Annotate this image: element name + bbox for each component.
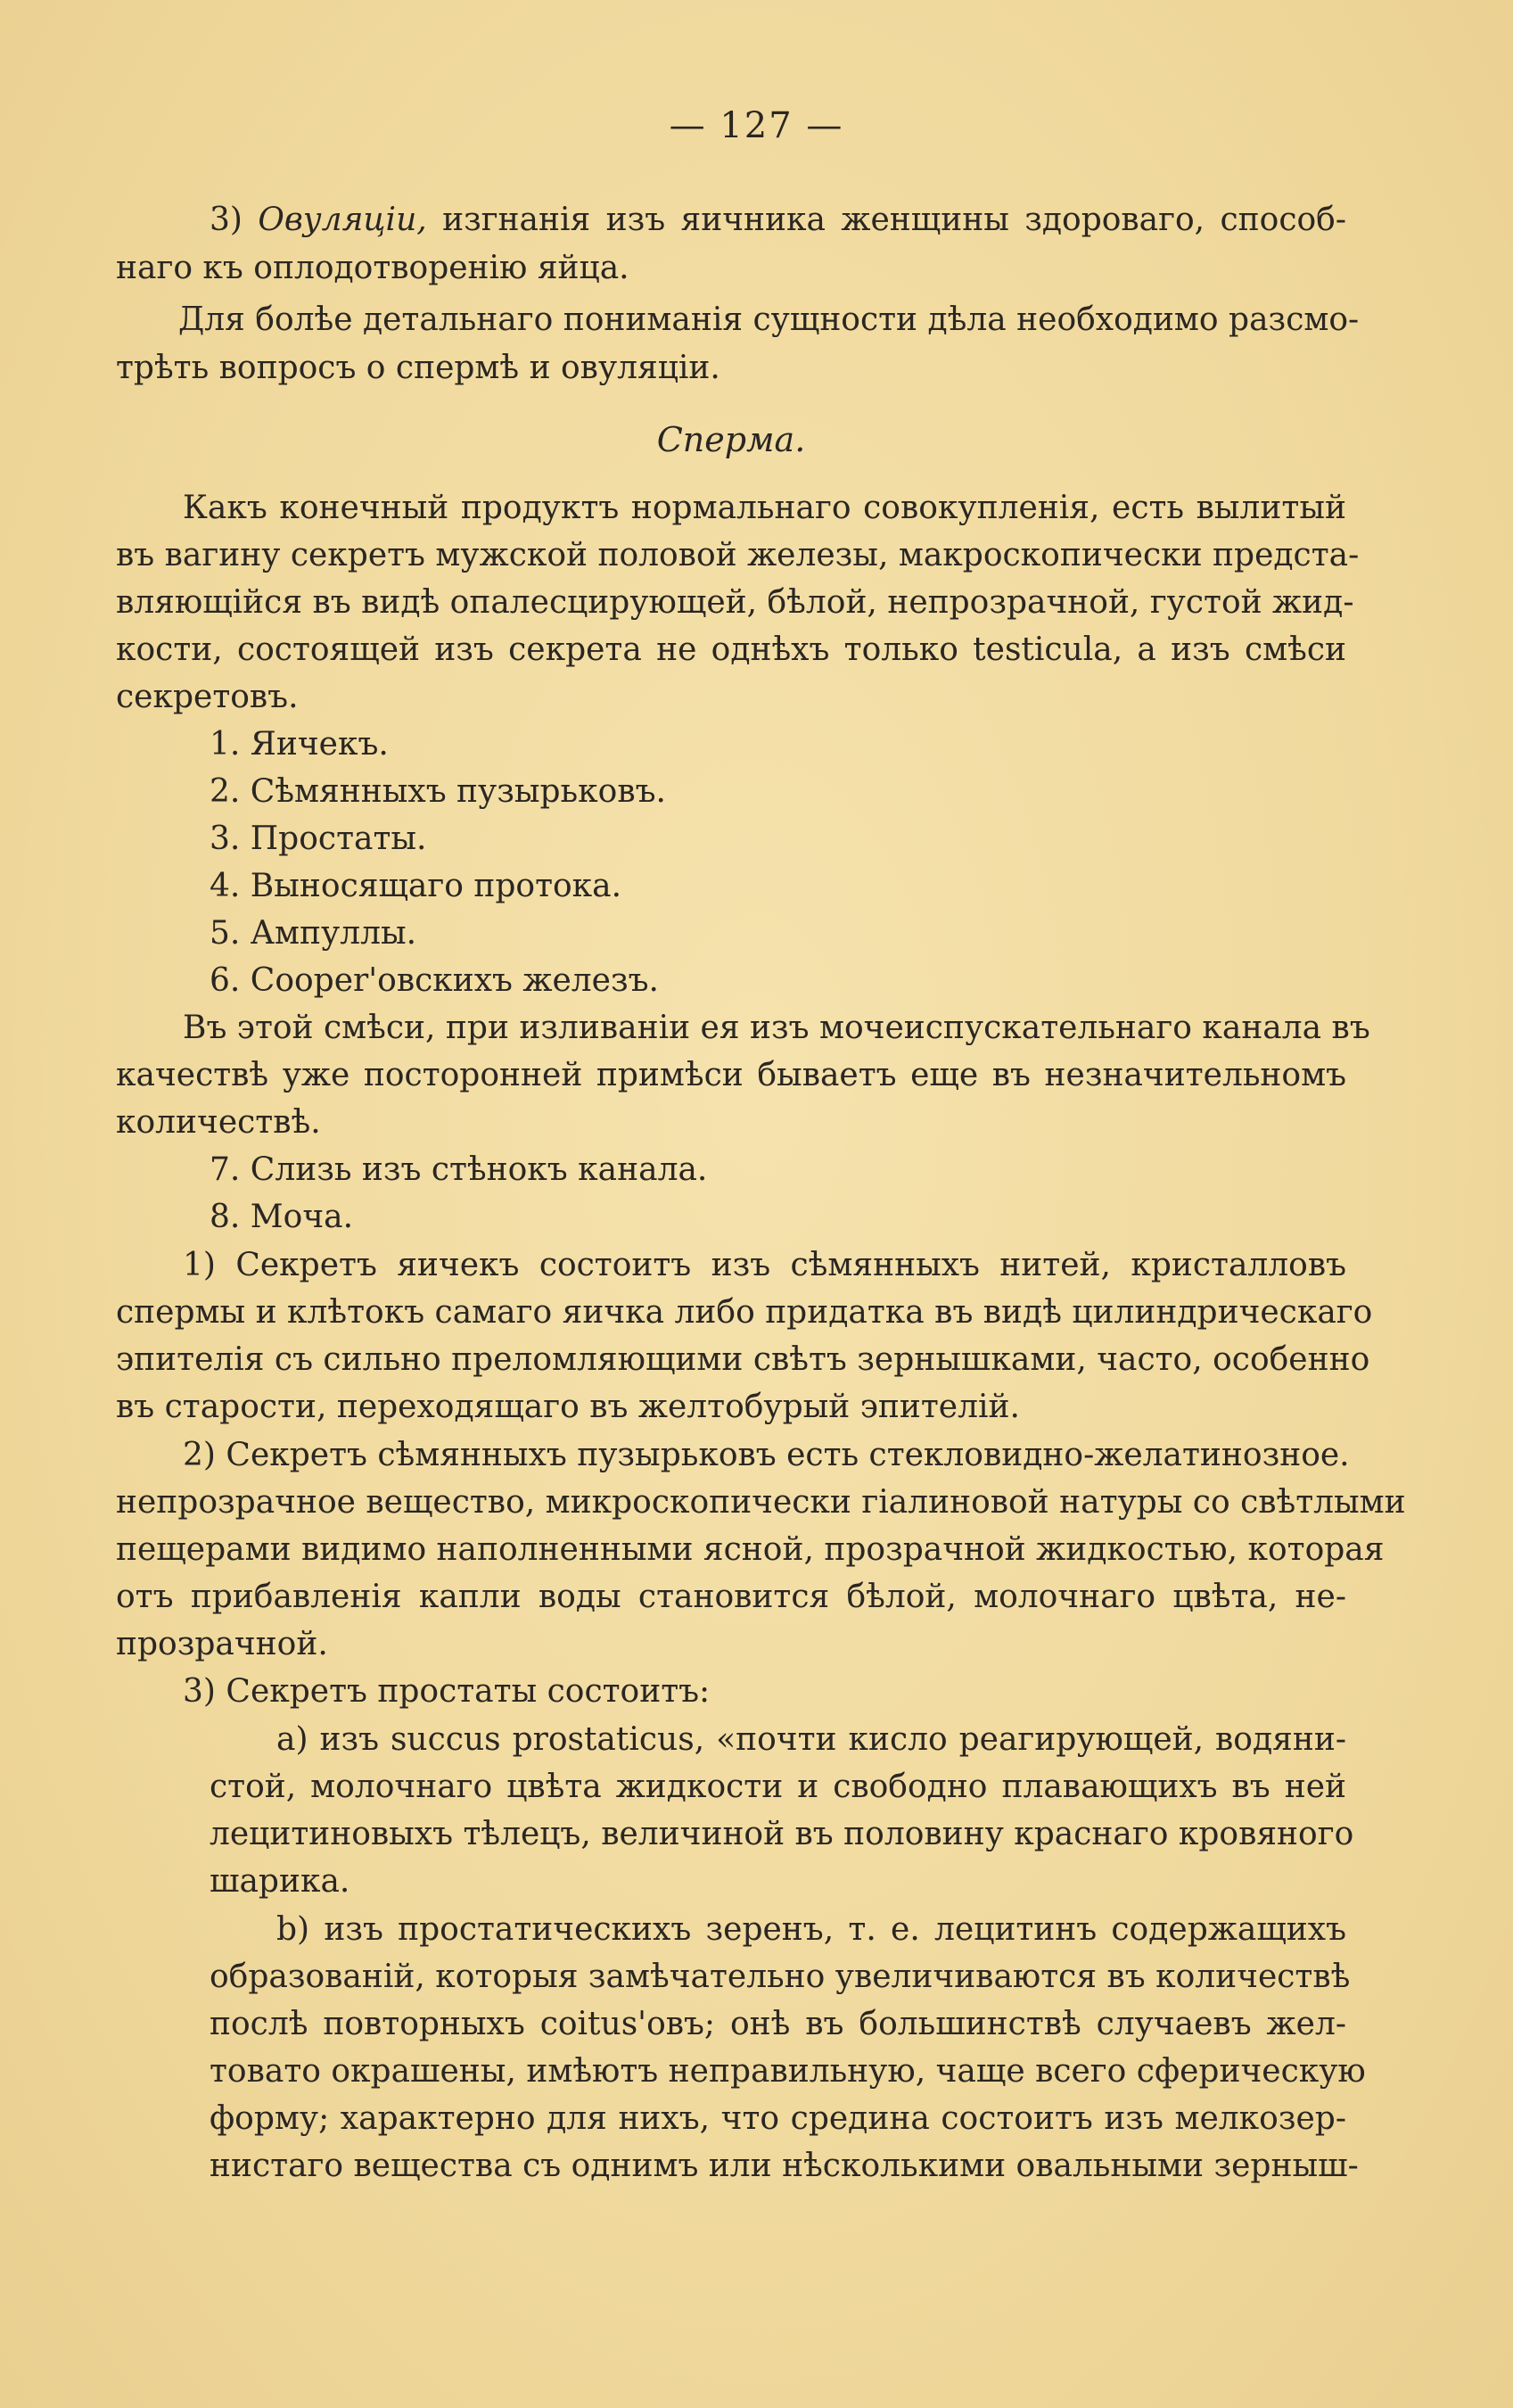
text-line: 2) Секретъ сѣмянныхъ пузырьковъ есть стекловидно-желатинозное. — [183, 1437, 1350, 1473]
text-line: въ старости, переходящаго въ желтобурый эпителій. — [116, 1389, 1020, 1425]
page-number: — 127 — — [669, 105, 844, 146]
text-line: эпителія съ сильно преломляющими свѣтъ зернышками, часто, особенно — [116, 1341, 1370, 1378]
text-line: спермы и клѣтокъ самаго яичка либо придатка въ видѣ цилиндрическаго — [116, 1294, 1373, 1331]
text-line: вляющійся въ видѣ опалесцирующей, бѣлой, непрозрачной, густой жид- — [116, 584, 1354, 621]
list-item: 5. Ампуллы. — [210, 915, 417, 952]
section-heading: Сперма. — [656, 420, 806, 459]
list-item: 6. Cooper'овскихъ железъ. — [210, 962, 659, 999]
list-item: 4. Выносящаго протока. — [210, 868, 622, 904]
text-line: b) изъ простатическихъ зеренъ, т. е. лецитинъ содержащихъ — [276, 1911, 1346, 1948]
text-line: секретовъ. — [116, 679, 299, 715]
text-line: 3) Овуляціи, изгнанія изъ яичника женщины здороваго, способ- — [210, 202, 1346, 238]
text-line: образованій, которыя замѣчательно увеличиваются въ количествѣ — [210, 1959, 1351, 1995]
text-line: 3) Секретъ простаты состоитъ: — [183, 1673, 711, 1710]
text-line: въ вагину секретъ мужской половой железы, макроскопически предста- — [116, 537, 1360, 573]
text-line: послѣ повторныхъ coitus'овъ; онѣ въ большинствѣ случаевъ жел- — [210, 2006, 1346, 2042]
list-item: 8. Моча. — [210, 1199, 354, 1235]
text-line: шарика. — [210, 1863, 350, 1900]
text-line: нистаго вещества съ однимъ или нѣсколькими овальными зерныш- — [210, 2148, 1359, 2184]
text-line: товато окрашены, имѣютъ неправильную, чаще всего сферическую — [210, 2053, 1366, 2090]
list-item: 7. Слизь изъ стѣнокъ канала. — [210, 1151, 708, 1188]
text-line: a) изъ succus prostaticus, «почти кисло реагирующей, водяни- — [276, 1721, 1346, 1758]
text-line: лецитиновыхъ тѣлецъ, величиной въ половину краснаго кровяного — [210, 1816, 1354, 1852]
text-line: количествѣ. — [116, 1104, 321, 1141]
text-line: отъ прибавленія капли воды становится бѣлой, молочнаго цвѣта, не- — [116, 1579, 1346, 1615]
text-line: пещерами видимо наполненными ясной, прозрачной жидкостью, которая — [116, 1531, 1385, 1568]
list-item: 2. Сѣмянныхъ пузырьковъ. — [210, 773, 666, 810]
text-line: Какъ конечный продуктъ нормальнаго совокупленія, есть вылитый — [183, 490, 1346, 526]
text-line: наго къ оплодотворенію яйца. — [116, 250, 629, 286]
text-line: стой, молочнаго цвѣта жидкости и свободно плавающихъ въ ней — [210, 1769, 1346, 1805]
text-line: Для болѣе детальнаго пониманія сущности дѣла необходимо разсмо- — [178, 301, 1360, 338]
text-line: 1) Секретъ яичекъ состоитъ изъ сѣмянныхъ нитей, кристалловъ — [183, 1247, 1346, 1283]
text-line: прозрачной. — [116, 1626, 328, 1662]
text-line: качествѣ уже посторонней примѣси бываетъ еще въ незначительномъ — [116, 1057, 1346, 1093]
italic-term: Овуляціи, — [258, 202, 427, 238]
text-line: форму; характерно для нихъ, что средина состоитъ изъ мелкозер- — [210, 2100, 1346, 2137]
list-item: 3. Простаты. — [210, 821, 427, 857]
text-line: трѣть вопросъ о спермѣ и овуляціи. — [116, 350, 720, 386]
text-line: непрозрачное вещество, микроскопически гіалиновой натуры со свѣтлыми — [116, 1484, 1406, 1521]
list-item: 1. Яичекъ. — [210, 726, 389, 763]
text-line: кости, состоящей изъ секрета не однѣхъ только testicula, а изъ смѣси — [116, 631, 1346, 668]
text-line: Въ этой смѣси, при изливаніи ея изъ мочеиспускательнаго канала въ — [183, 1010, 1370, 1046]
